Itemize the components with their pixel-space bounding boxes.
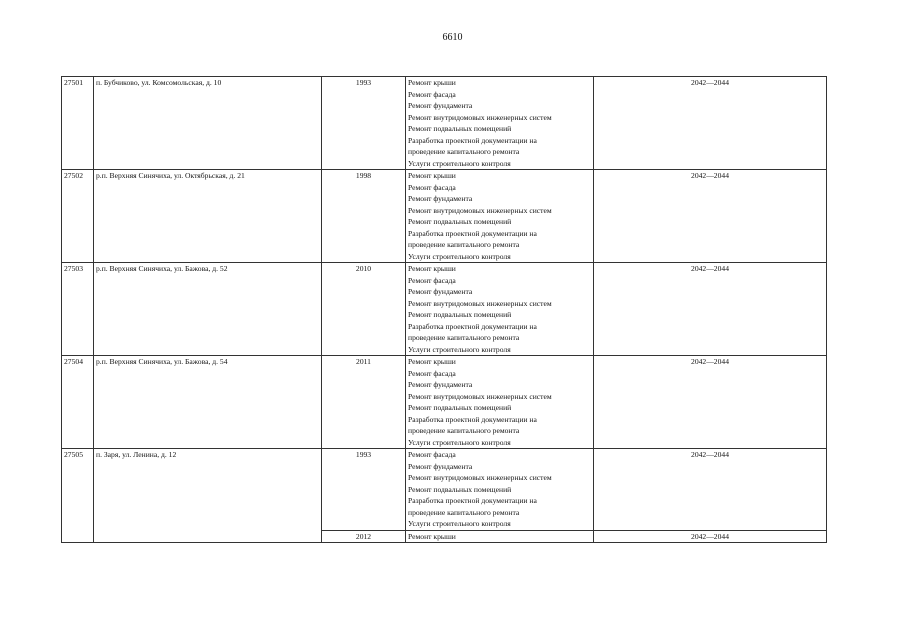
work-type-item: проведение капитального ремонта [408,240,520,249]
house-address: р.п. Верхняя Синячиха, ул. Бажова, д. 52 [94,263,322,356]
row-number: 27503 [62,263,94,356]
work-types-cell [406,170,594,263]
planned-period: 2042—2044 [594,77,827,170]
house-address: п. Бубчиково, ул. Комсомольская, д. 10 [94,77,322,170]
planned-period: 2042—2044 [594,356,827,449]
work-type-item: Ремонт фундамента [408,101,473,110]
row-number: 27501 [62,77,94,170]
work-type-item: Разработка проектной документации на [408,496,537,505]
work-type-item: Разработка проектной документации на [408,414,537,424]
work-type-item: Ремонт фундамента [408,380,473,389]
work-type-item: Ремонт крыши [408,171,456,180]
work-type-item: Ремонт подвальных помещений [408,310,512,319]
work-type-item: Услуги строительного контроля [408,344,511,354]
work-type-item: Ремонт фасада [408,182,456,192]
construction-year: 2010 [322,263,406,356]
construction-year: 2012 [322,530,406,543]
work-type-item: Услуги строительного контроля [408,437,511,447]
work-type-item: Услуги строительного контроля [408,158,511,168]
house-address: п. Заря, ул. Ленина, д. 12 [94,449,322,543]
work-type-item: Услуги строительного контроля [408,519,511,528]
registry-table-body [62,77,827,543]
table-row [62,356,827,449]
work-type-item: Ремонт фундамента [408,287,473,296]
row-number: 27502 [62,170,94,263]
work-type-item: проведение капитального ремонта [408,147,520,156]
work-type-item: Ремонт внутридомовых инженерных систем [408,298,552,308]
work-types-cell [406,356,594,449]
planned-period: 2042—2044 [594,530,827,543]
table-row [62,170,827,263]
planned-period: 2042—2044 [594,263,827,356]
construction-year: 1993 [322,77,406,170]
work-type-item: Услуги строительного контроля [408,251,511,261]
page-number: 6610 [442,32,463,43]
work-type-item: Ремонт подвальных помещений [408,217,512,226]
work-type-item: Ремонт внутридомовых инженерных систем [408,473,552,482]
work-types-cell [406,77,594,170]
work-type-item: Ремонт крыши [408,531,456,541]
work-type-item: проведение капитального ремонта [408,333,520,342]
work-type-item: Ремонт фасада [408,450,456,459]
work-type-item: Ремонт крыши [408,357,456,366]
work-type-item: проведение капитального ремонта [408,507,520,517]
work-type-item: Ремонт подвальных помещений [408,484,512,494]
work-type-item: проведение капитального ремонта [408,426,520,435]
work-type-item: Разработка проектной документации на [408,228,537,238]
construction-year: 1998 [322,170,406,263]
work-types-cell [406,449,594,531]
work-type-item: Ремонт фундамента [408,194,473,203]
work-type-item: Ремонт фасада [408,275,456,285]
row-number: 27504 [62,356,94,449]
work-type-item: Ремонт подвальных помещений [408,403,512,412]
work-type-item: Ремонт фасада [408,89,456,99]
work-type-item: Ремонт фасада [408,368,456,378]
work-types-cell [406,530,594,543]
work-types-cell [406,263,594,356]
construction-year: 1993 [322,449,406,531]
table-row [62,263,827,356]
house-address: р.п. Верхняя Синячиха, ул. Бажова, д. 54 [94,356,322,449]
row-number: 27505 [62,449,94,543]
work-type-item: Ремонт фундамента [408,461,473,471]
planned-period: 2042—2044 [594,170,827,263]
work-type-item: Ремонт внутридомовых инженерных систем [408,112,552,122]
construction-year: 2011 [322,356,406,449]
table-row [62,449,827,531]
work-type-item: Ремонт крыши [408,264,456,273]
work-type-item: Разработка проектной документации на [408,321,537,331]
work-type-item: Ремонт внутридомовых инженерных систем [408,205,552,215]
work-type-item: Разработка проектной документации на [408,135,537,145]
registry-table [61,76,827,543]
work-type-item: Ремонт внутридомовых инженерных систем [408,391,552,401]
work-type-item: Ремонт подвальных помещений [408,124,512,133]
house-address: р.п. Верхняя Синячиха, ул. Октябрьская, д. 21 [94,170,322,263]
table-row [62,77,827,170]
work-type-item: Ремонт крыши [408,78,456,87]
planned-period: 2042—2044 [594,449,827,531]
